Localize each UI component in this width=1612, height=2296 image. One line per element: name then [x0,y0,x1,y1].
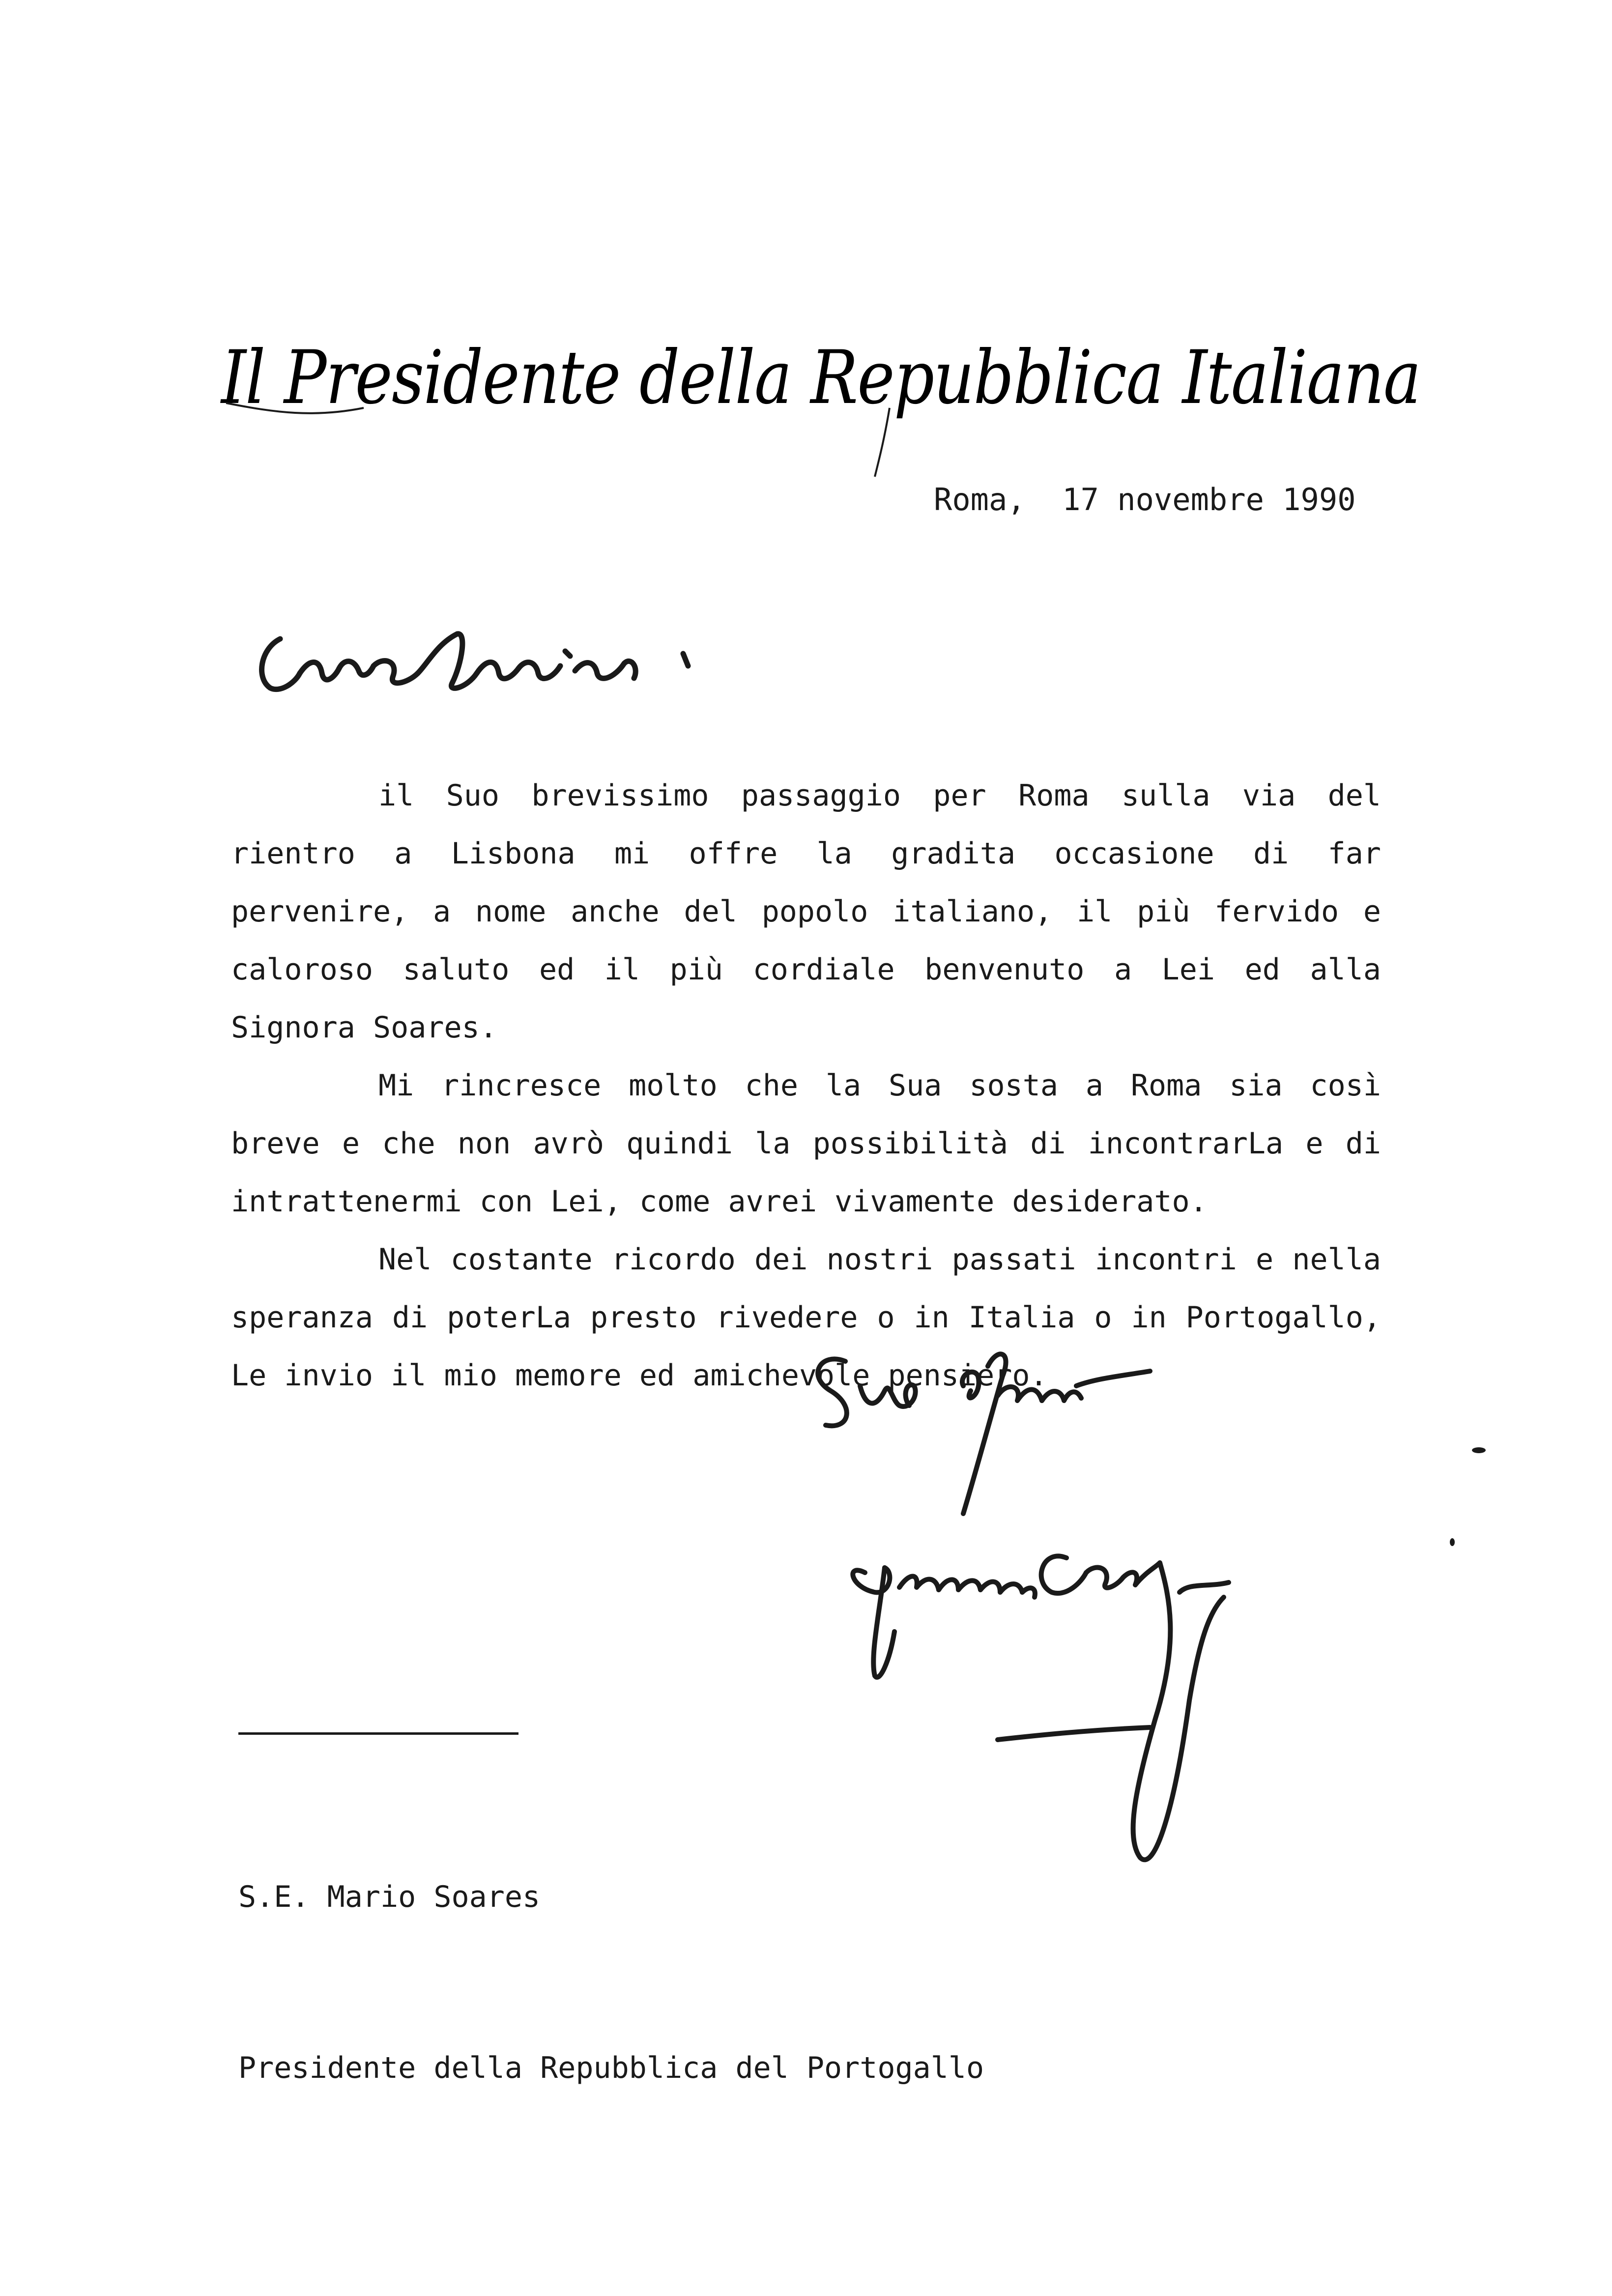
handwritten-dash [993,1720,1155,1754]
date-place: Roma, [934,482,1026,517]
body-paragraph-2: Mi rincresce molto che la Sua sosta a Roma sia così breve e che non avrò quindi la possibilità di incontrarLa e di intrattenermi con Lei, come avrei vivamente desiderato. [231,1068,1381,1219]
ink-speck [1450,1538,1455,1546]
body-paragraph-1: il Suo brevissimo passaggio per Roma sulla via del rientro a Lisbona mi offre la gradita occasione di far pervenire, a nome anche del popolo italiano, il più fervido e caloroso saluto ed il più cordiale benvenuto a Lei ed alla Signora Soares. [231,778,1381,1045]
letter-body [231,767,1381,1405]
date-value: 17 novembre 1990 [1062,482,1356,517]
salutation-signature-image [251,604,703,722]
ink-speck [1472,1447,1486,1453]
date-line [934,482,1356,517]
salutation-handwritten [251,604,703,722]
addressee-title: Presidente della Repubblica del Portogallo [238,2051,984,2085]
signature-rule [238,1732,518,1735]
dash-stroke [993,1720,1155,1754]
body-paragraph-3: Nel costante ricordo dei nostri passati incontri e nella speranza di poterLa presto rivedere o in Italia o in Portogallo, Le invio il mio memore ed amichevole pensiero. [231,1242,1381,1393]
letterhead [216,290,1430,496]
addressee-block [238,1754,984,2153]
addressee-name: S.E. Mario Soares [238,1880,541,1914]
letterhead-title: Il Presidente della Repubblica Italiana [220,335,1420,421]
